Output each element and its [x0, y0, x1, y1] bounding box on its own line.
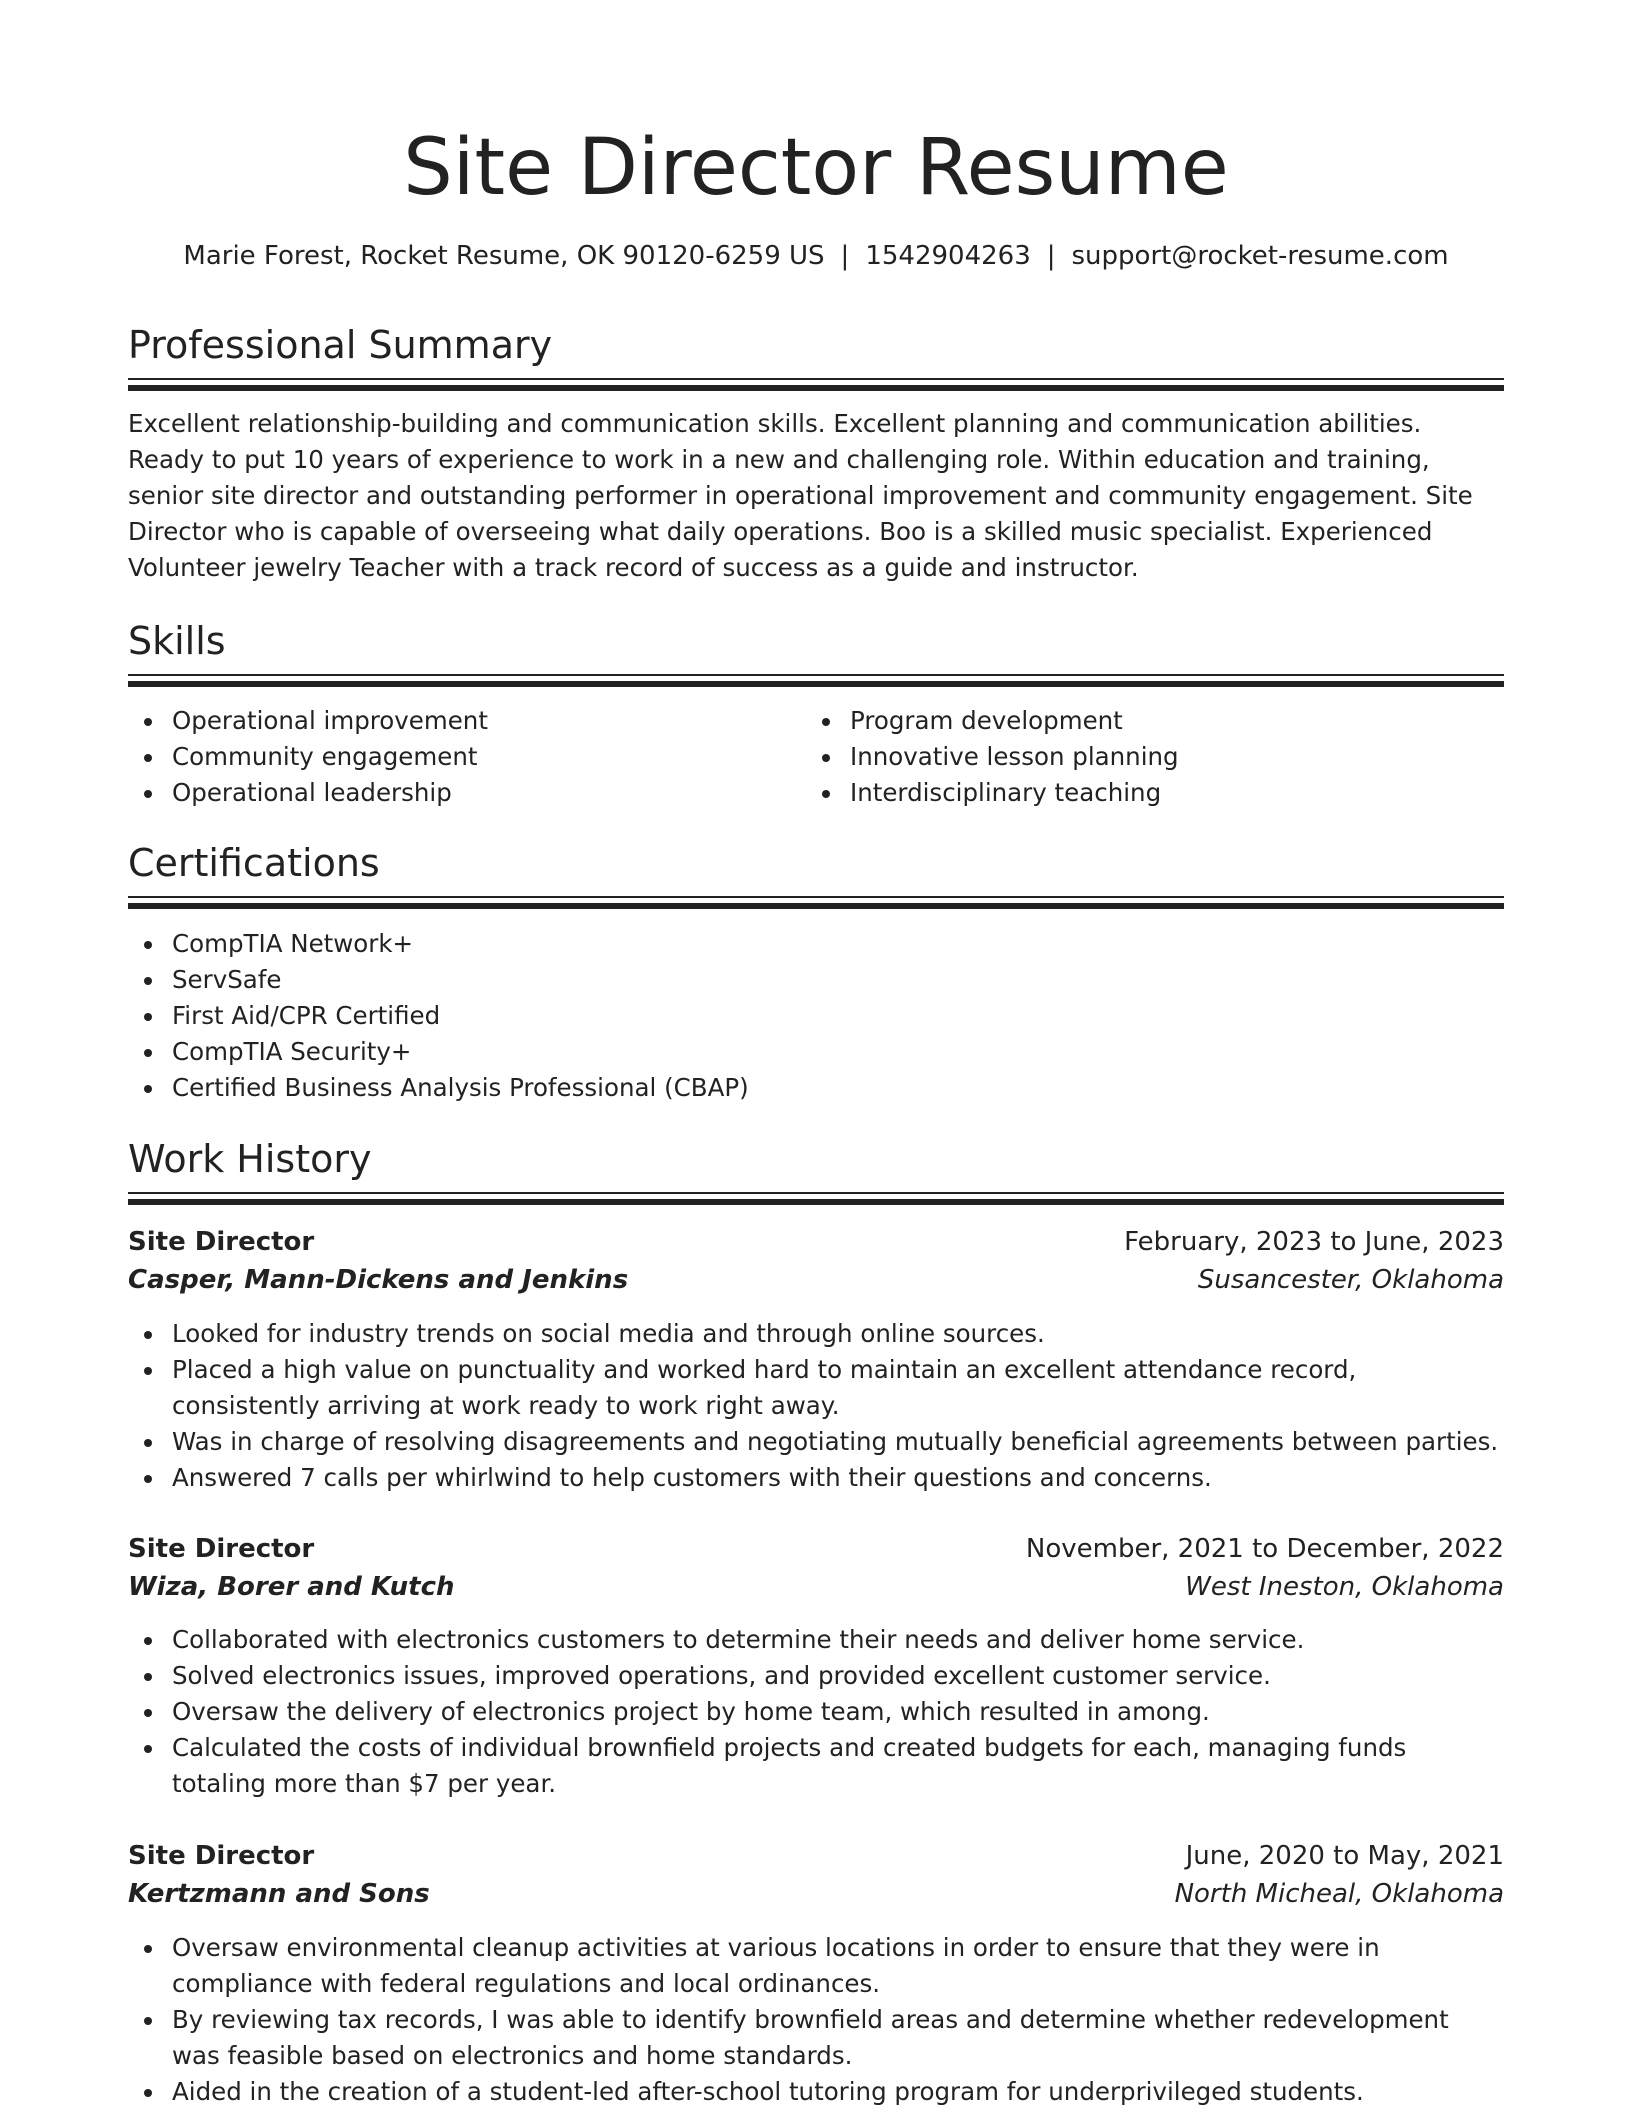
- contact-line: [128, 236, 1504, 276]
- certification-item: CompTIA Security+: [172, 1034, 1504, 1070]
- certification-item: ServSafe: [172, 962, 1504, 998]
- section-divider: [128, 1192, 1504, 1205]
- contact-phone: 1542904263: [865, 241, 1031, 271]
- contact-address: Marie Forest, Rocket Resume, OK 90120-6259 US: [183, 241, 825, 271]
- contact-separator: |: [1046, 241, 1056, 271]
- job-bullet: Was in charge of resolving disagreements and negotiating mutually beneficial agreements between parties.: [172, 1424, 1504, 1460]
- job-bullet: Placed a high value on punctuality and worked hard to maintain an excellent attendance record, consistently arriving at work ready to work right away.: [172, 1352, 1504, 1424]
- job-bullets: [128, 1930, 1504, 2110]
- job-location: West Ineston, Oklahoma: [1185, 1572, 1504, 1602]
- section-divider: [128, 378, 1504, 391]
- job-bullet: By reviewing tax records, I was able to identify brownfield areas and determine whether redevelopment was feasible based on electronics and home standards.: [172, 2002, 1504, 2074]
- certifications-list: [128, 926, 1504, 1106]
- certification-item: Certified Business Analysis Professional (CBAP): [172, 1070, 1504, 1106]
- job-bullet: Calculated the costs of individual brownfield projects and created budgets for each, managing funds totaling more than $7 per year.: [172, 1730, 1504, 1802]
- skills-heading: Skills: [128, 619, 226, 663]
- job-title: Site Director: [128, 1841, 315, 1871]
- job-dates: June, 2020 to May, 2021: [1185, 1841, 1504, 1871]
- skill-item: Interdisciplinary teaching: [850, 775, 1504, 811]
- contact-email: support@rocket-resume.com: [1071, 241, 1449, 271]
- resume-title: Site Director Resume: [403, 123, 1229, 213]
- job-header: [128, 1530, 1504, 1610]
- job-header: [128, 1837, 1504, 1917]
- summary-text: Excellent relationship-building and communication skills. Excellent planning and communication abilities. Ready to put 10 years of experience to work in a new and challenging role. Within education and training, senior site director and outstanding performer in operational improvement and community engagement. Site Director who is capable of overseeing what daily operations. Boo is a skilled music specialist. Experienced Volunteer jewelry Teacher with a track record of success as a guide and instructor.: [128, 409, 1473, 582]
- certifications-heading: Certifications: [128, 841, 380, 885]
- job-title: Site Director: [128, 1227, 315, 1257]
- job-location: North Micheal, Oklahoma: [1174, 1879, 1504, 1909]
- job-company: Wiza, Borer and Kutch: [128, 1572, 455, 1602]
- job-bullet: Oversaw the delivery of electronics project by home team, which resulted in among.: [172, 1694, 1504, 1730]
- job-bullet: Aided in the creation of a student-led after-school tutoring program for underprivileged students.: [172, 2074, 1504, 2110]
- section-divider: [128, 896, 1504, 909]
- section-divider: [128, 674, 1504, 687]
- skill-item: Innovative lesson planning: [850, 739, 1504, 775]
- job-bullets: [128, 1316, 1504, 1496]
- job-bullet: Answered 7 calls per whirlwind to help customers with their questions and concerns.: [172, 1460, 1504, 1496]
- certification-item: CompTIA Network+: [172, 926, 1504, 962]
- job-dates: November, 2021 to December, 2022: [1025, 1534, 1504, 1564]
- skills-list-right: [806, 703, 1504, 811]
- contact-separator: |: [840, 241, 850, 271]
- summary-heading: Professional Summary: [128, 323, 553, 367]
- job-bullet: Looked for industry trends on social media and through online sources.: [172, 1316, 1504, 1352]
- job-bullet: Oversaw environmental cleanup activities at various locations in order to ensure that they were in compliance with federal regulations and local ordinances.: [172, 1930, 1504, 2002]
- job-dates: February, 2023 to June, 2023: [1124, 1227, 1504, 1257]
- skills-list-left: [128, 703, 812, 811]
- skill-item: Operational leadership: [172, 775, 812, 811]
- job-title: Site Director: [128, 1534, 315, 1564]
- skill-item: Community engagement: [172, 739, 812, 775]
- skill-item: Operational improvement: [172, 703, 812, 739]
- job-company: Kertzmann and Sons: [128, 1879, 430, 1909]
- certification-item: First Aid/CPR Certified: [172, 998, 1504, 1034]
- job-location: Susancester, Oklahoma: [1197, 1265, 1504, 1295]
- job-bullet: Solved electronics issues, improved operations, and provided excellent customer service.: [172, 1658, 1504, 1694]
- skill-item: Program development: [850, 703, 1504, 739]
- job-company: Casper, Mann-Dickens and Jenkins: [128, 1265, 629, 1295]
- job-header: [128, 1223, 1504, 1303]
- job-bullets: [128, 1622, 1504, 1802]
- work-history-heading: Work History: [128, 1137, 372, 1181]
- job-bullet: Collaborated with electronics customers to determine their needs and deliver home service.: [172, 1622, 1504, 1658]
